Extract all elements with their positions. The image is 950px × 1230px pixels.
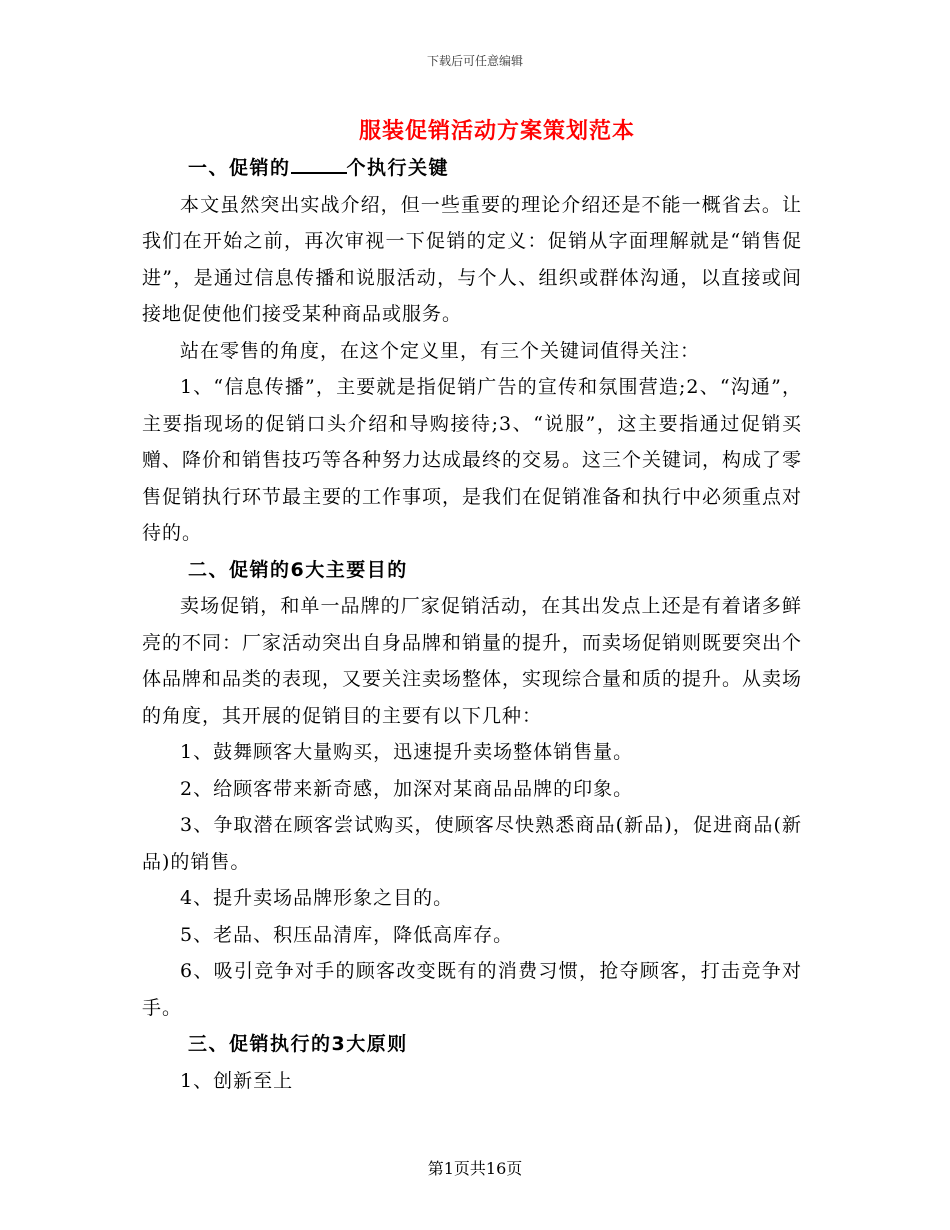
paragraph: 本文虽然突出实战介绍，但一些重要的理论介绍还是不能一概省去。让我们在开始之前，再次审视一下促销的定义：促销从字面理解就是“销售促进”，是通过信息传播和说服活动，与个人、组织或群体沟通，以直接或间接地促使他们接受某种商品或服务。 bbox=[142, 193, 802, 325]
paragraph: 1、“信息传播”，主要就是指促销广告的宣传和氛围营造;2、“沟通”，主要指现场的促销口头介绍和导购接待;3、“说服”，这主要指通过促销买赠、降价和销售技巧等各种努力达成最终的交易。这三个关键词，构成了零售促销执行环节最主要的工作事项，是我们在促销准备和执行中必须重点对待的。 bbox=[142, 376, 803, 544]
heading-1-blank bbox=[291, 172, 347, 174]
list-item: 5、老品、积压品清库，降低高库存。 bbox=[180, 923, 514, 946]
list-item: 1、鼓舞顾客大量购买，迅速提升卖场整体销售量。 bbox=[180, 741, 634, 763]
list-item: 1、创新至上 bbox=[180, 1069, 294, 1092]
heading-1-suffix: 个执行关键 bbox=[346, 157, 450, 179]
list-item: 6、吸引竞争对手的顾客改变既有的消费习惯，抢夺顾客，打击竞争对手。 bbox=[142, 960, 802, 1019]
document-body bbox=[142, 150, 802, 1099]
paragraph: 站在零售的角度，在这个定义里，有三个关键词值得关注： bbox=[180, 339, 701, 362]
header-note: 下载后可任意编辑 bbox=[426, 54, 523, 68]
section-heading-3: 三、促销执行的3大原则 bbox=[188, 1033, 408, 1055]
document-title: 服装促销活动方案策划范本 bbox=[358, 119, 635, 144]
section-heading-1 bbox=[142, 150, 802, 187]
heading-1-prefix: 一、促销的 bbox=[188, 157, 291, 179]
section-heading-2: 二、促销的6大主要目的 bbox=[188, 558, 408, 581]
list-item: 2、给顾客带来新奇感，加深对某商品品牌的印象。 bbox=[180, 777, 634, 800]
list-item: 3、争取潜在顾客尝试购买，使顾客尽快熟悉商品(新品)，促进商品(新品)的销售。 bbox=[142, 814, 802, 873]
paragraph: 卖场促销，和单一品牌的厂家促销活动，在其出发点上还是有着诸多鲜亮的不同：厂家活动突出自身品牌和销量的提升，而卖场促销则既要突出个体品牌和品类的表现，又要关注卖场整体，实现综合量和质的提升。从卖场的角度，其开展的促销目的主要有以下几种： bbox=[142, 595, 803, 727]
page-number: 第1页共16页 bbox=[427, 1159, 523, 1178]
list-item: 4、提升卖场品牌形象之目的。 bbox=[180, 887, 454, 909]
